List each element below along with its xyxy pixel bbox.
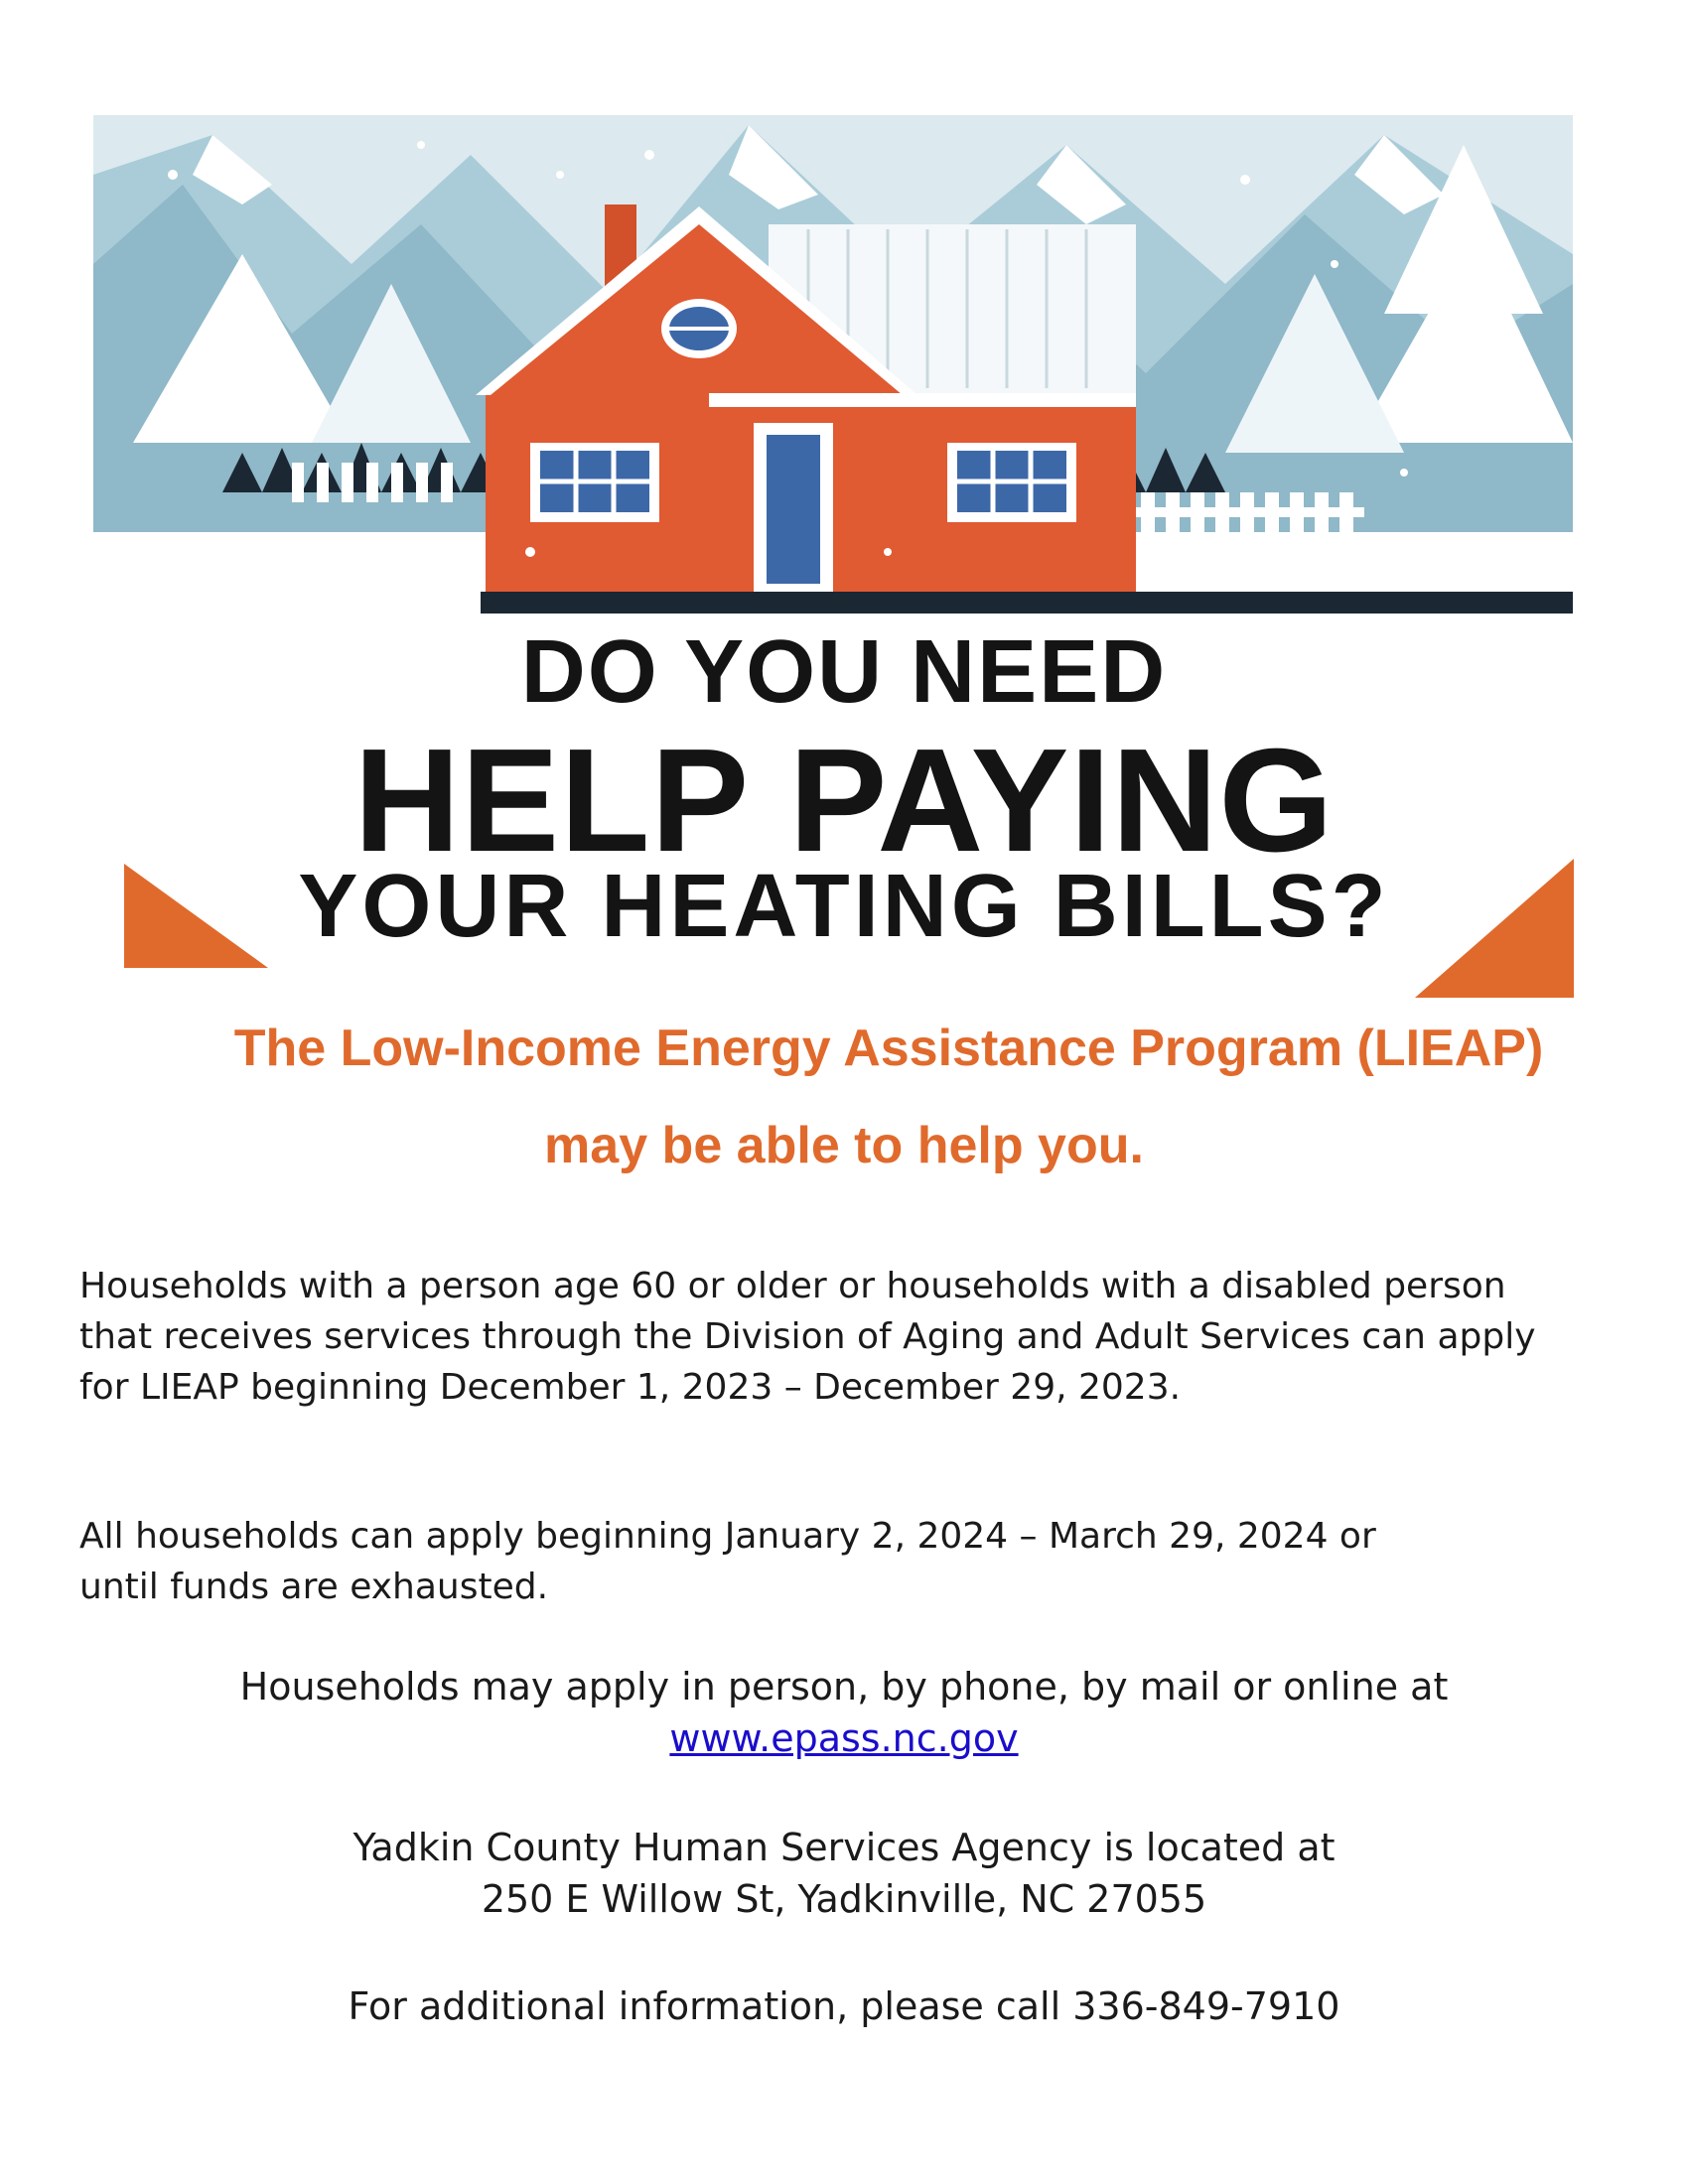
epass-link[interactable]: www.epass.nc.gov <box>669 1716 1019 1760</box>
paragraph-line: for LIEAP beginning December 1, 2023 – December 29, 2023. <box>79 1367 1182 1408</box>
agency-address: 250 E Willow St, Yadkinville, NC 27055 <box>481 1877 1207 1921</box>
hero-illustration <box>93 115 1573 614</box>
headline-line-1: DO YOU NEED <box>520 622 1168 722</box>
contact-info: For additional information, please call 336-849-7910 <box>348 1984 1340 2028</box>
headline-line-3: YOUR HEATING BILLS? <box>298 857 1390 956</box>
paragraph-line: until funds are exhausted. <box>79 1567 549 1607</box>
program-tagline: may be able to help you. <box>544 1117 1144 1174</box>
paragraph-line: All households can apply beginning January 2, 2024 – March 29, 2024 or <box>79 1516 1376 1557</box>
headline-line-2: HELP PAYING <box>353 719 1335 883</box>
paragraph-line: Households with a person age 60 or older or households with a disabled person <box>79 1266 1506 1306</box>
paragraph-line: that receives services through the Division of Aging and Adult Services can apply <box>79 1316 1536 1357</box>
snowy-house-illustration <box>93 115 1573 614</box>
program-name: The Low-Income Energy Assistance Program (LIEAP) <box>233 1020 1544 1077</box>
all-households-paragraph <box>79 1511 1628 1612</box>
apply-info <box>0 1661 1688 1764</box>
apply-text: Households may apply in person, by phone, by mail or online at <box>239 1665 1449 1708</box>
seniors-eligibility-paragraph <box>79 1261 1628 1413</box>
agency-info <box>0 1822 1688 1925</box>
agency-name-line: Yadkin County Human Services Agency is located at <box>352 1826 1336 1869</box>
